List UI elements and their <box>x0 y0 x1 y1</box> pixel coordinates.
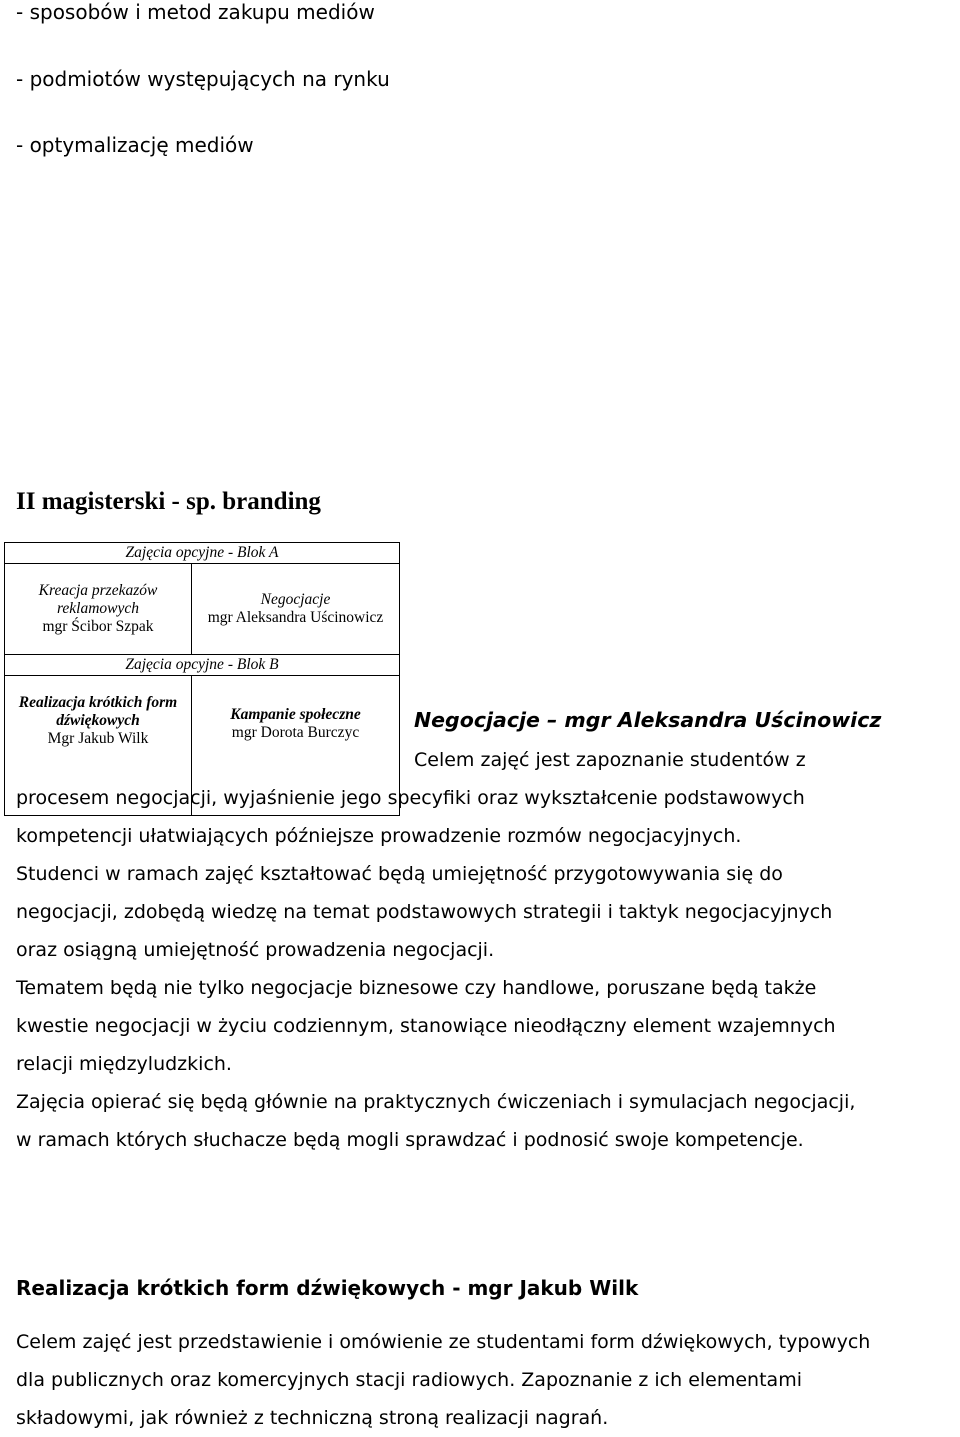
word: z <box>638 1369 649 1391</box>
bullet-item: - podmiotów występujących na rynku <box>16 67 390 91</box>
text-line: w ramach których słuchacze będą mogli sprawdzać i podnosić swoje kompetencje. <box>16 1129 804 1151</box>
text-line: Studenci w ramach zajęć kształtować będą umiejętność przygotowywania się do <box>16 863 783 885</box>
section-heading: II magisterski - sp. branding <box>16 488 321 515</box>
bullet-item: - sposobów i metod zakupu mediów <box>16 0 375 24</box>
block-a-header: Zajęcia opcyjne - Blok A <box>5 543 400 564</box>
word: ich <box>654 1369 683 1391</box>
negocjacje-paragraph <box>16 779 952 1159</box>
negocjacje-title: Negocjacje – mgr Aleksandra Uścinowicz <box>414 708 882 732</box>
word: elementami <box>688 1369 802 1391</box>
course-title: Kampanie społeczne <box>230 706 361 723</box>
word: publicznych <box>51 1369 164 1391</box>
text-line: Tematem będą nie tylko negocjacje biznesowe czy handlowe, poruszane będą także <box>16 977 817 999</box>
text-line: negocjacji, zdobędą wiedzę na temat podstawowych strategii i taktyk negocjacyjnych <box>16 901 833 923</box>
word: Zapoznanie <box>521 1369 633 1391</box>
optional-classes-table <box>4 542 400 816</box>
realizacja-paragraph <box>16 1323 952 1437</box>
course-teacher: mgr Ścibor Szpak <box>42 618 154 635</box>
text-line: oraz osiągną umiejętność prowadzenia negocjacji. <box>16 939 495 961</box>
text-line: składowymi, jak również z techniczną stroną realizacji nagrań. <box>16 1407 609 1429</box>
block-b-header: Zajęcia opcyjne - Blok B <box>5 655 400 676</box>
course-title: Realizacja krótkich form <box>18 694 178 711</box>
course-cell-negocjacje <box>192 564 400 655</box>
word: stacji <box>355 1369 406 1391</box>
realizacja-title: Realizacja krótkich form dźwiękowych - mgr Jakub Wilk <box>16 1276 639 1300</box>
text-line: kompetencji ułatwiających późniejsze prowadzenie rozmów negocjacyjnych. <box>16 825 742 847</box>
negocjacje-paragraph-start <box>414 741 954 779</box>
text-line: Zajęcia opierać się będą głównie na praktycznych ćwiczeniach i symulacjach negocjacji, <box>16 1091 856 1113</box>
text-line: kwestie negocjacji w życiu codziennym, stanowiące nieodłączny element wzajemnych <box>16 1015 836 1037</box>
course-title: reklamowych <box>56 600 140 617</box>
course-teacher: Mgr Jakub Wilk <box>47 730 149 747</box>
word: dla <box>16 1369 45 1391</box>
course-teacher: mgr Dorota Burczyc <box>231 724 360 741</box>
text-line: procesem negocjacji, wyjaśnienie jego specyfiki oraz wykształcenie podstawowych <box>16 787 805 809</box>
course-cell-kreacja <box>5 564 192 655</box>
course-title: dźwiękowych <box>56 712 140 729</box>
text-line-justified <box>16 1361 952 1399</box>
word: oraz <box>170 1369 212 1391</box>
text-line: Celem zajęć jest zapoznanie studentów z <box>414 749 806 771</box>
course-title: Kreacja przekazów <box>38 582 158 599</box>
text-line: relacji międzyludzkich. <box>16 1053 232 1075</box>
word: komercyjnych <box>217 1369 350 1391</box>
bullet-item: - optymalizację mediów <box>16 133 254 157</box>
course-teacher: mgr Aleksandra Uścinowicz <box>207 609 384 626</box>
text-line: Celem zajęć jest przedstawienie i omówienie ze studentami form dźwiękowych, typowych <box>16 1331 871 1353</box>
course-title: Negocjacje <box>260 591 331 608</box>
word: radiowych. <box>411 1369 516 1391</box>
